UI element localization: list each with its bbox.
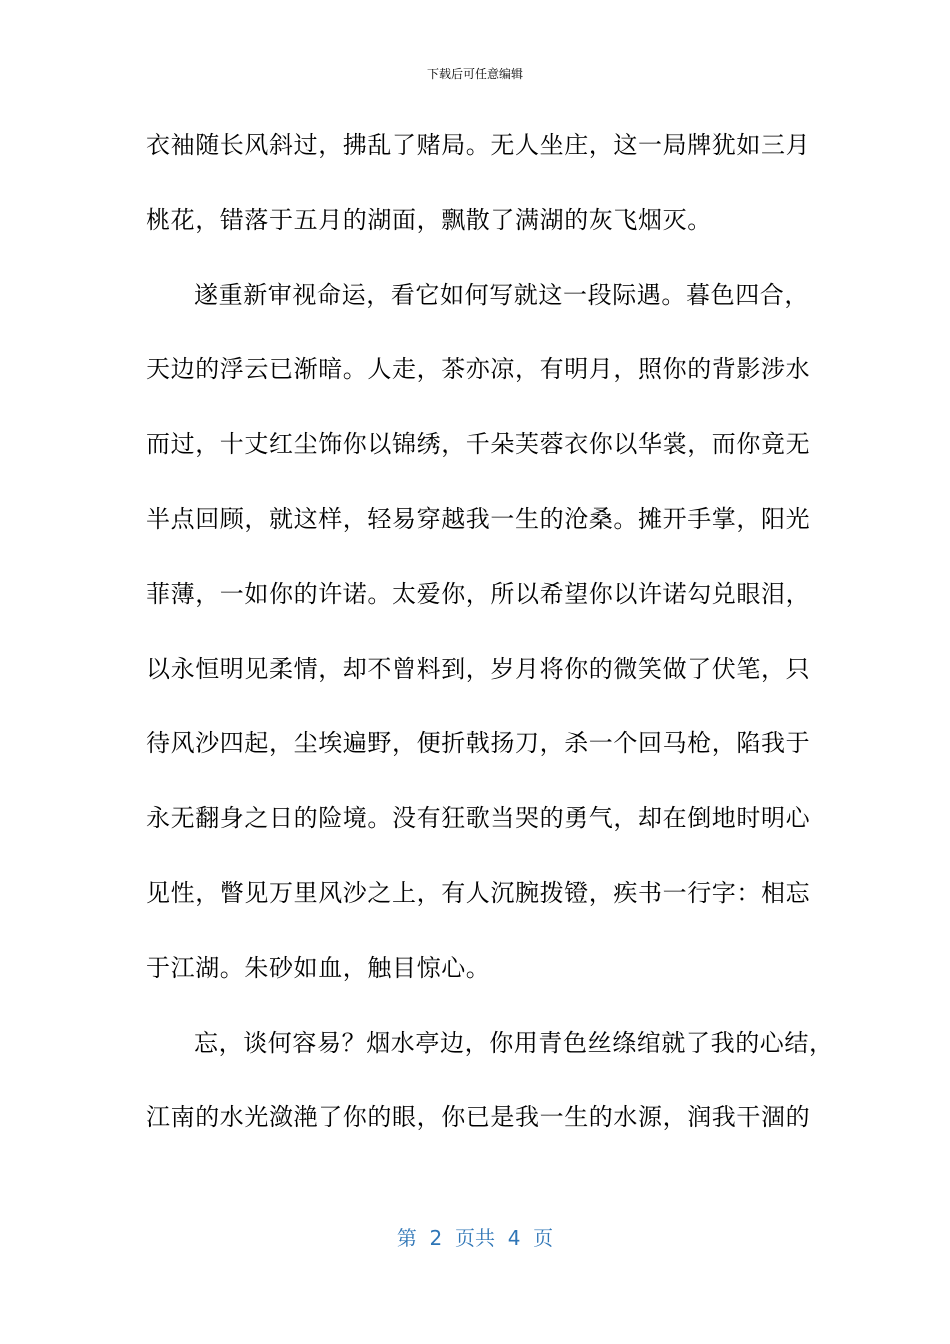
text-line: 而过，十丈红尘饰你以锦绣，千朵芙蓉衣你以华裳，而你竟无 (146, 430, 811, 459)
page-header-note: 下载后可任意编辑 (426, 67, 523, 81)
text-line: 天边的浮云已渐暗。人走，茶亦凉，有明月，照你的背影涉水 (146, 355, 811, 384)
text-line: 江南的水光潋滟了你的眼，你已是我一生的水源，润我干涸的 (146, 1103, 811, 1132)
text-line: 见性，瞥见万里风沙之上，有人沉腕拨镫，疾书一行字：相忘 (146, 878, 811, 907)
text-line: 遂重新审视命运，看它如何写就这一段际遇。暮色四合， (194, 280, 809, 309)
text-line: 以永恒明见柔情，却不曾料到，岁月将你的微笑做了伏笔，只 (146, 654, 811, 683)
page-number-footer: 第 2 页共 4 页 (396, 1226, 554, 1250)
text-line: 永无翻身之日的险境。没有狂歌当哭的勇气，却在倒地时明心 (146, 804, 811, 833)
text-line: 忘，谈何容易？烟水亭边，你用青色丝绦绾就了我的心结， (194, 1028, 834, 1057)
text-line: 菲薄，一如你的许诺。太爱你，所以希望你以许诺勾兑眼泪， (146, 579, 811, 608)
text-line: 桃花，错落于五月的湖面，飘散了满湖的灰飞烟灭。 (146, 205, 712, 234)
text-line: 待风沙四起，尘埃遍野，便折戟扬刀，杀一个回马枪，陷我于 (146, 729, 811, 758)
document-body (146, 125, 834, 1172)
text-line: 半点回顾，就这样，轻易穿越我一生的沧桑。摊开手掌，阳光 (146, 504, 811, 533)
text-line: 衣袖随长风斜过，拂乱了赌局。无人坐庄，这一局牌犹如三月 (146, 131, 811, 159)
text-line: 于江湖。朱砂如血，触目惊心。 (146, 953, 491, 982)
